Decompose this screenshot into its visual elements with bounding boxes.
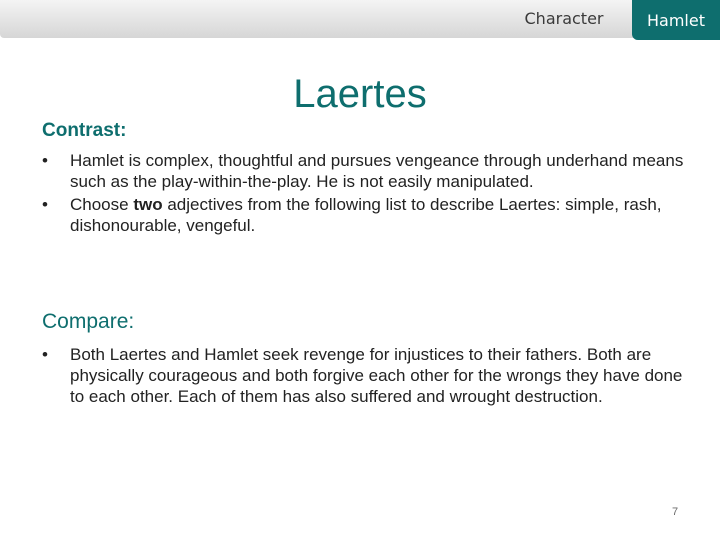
list-item (42, 150, 692, 192)
slide-title: Laertes (293, 72, 427, 116)
bullet-icon: • (42, 195, 48, 214)
tab-hamlet[interactable]: Hamlet (632, 0, 720, 40)
contrast-bullet-2-text-start: Choose (70, 195, 134, 214)
compare-bullet-1-text: Both Laertes and Hamlet seek revenge for injustices to their fathers. Both are physically courageous and both forgive each other for the wrongs they have done to each other. Each of them has also suffered and wrought destruction. (70, 345, 683, 406)
contrast-bullet-1-text: Hamlet is complex, thoughtful and pursues vengeance through underhand means such as the play-within-the-play. He is not easily manipulated. (70, 151, 684, 191)
bullet-icon: • (42, 151, 48, 170)
compare-list (42, 344, 692, 409)
contrast-list (42, 150, 692, 238)
contrast-bullet-2-text-end: adjectives from the following list to describe Laertes: simple, rash, dishonourable, vengeful. (70, 195, 662, 235)
list-item (42, 344, 692, 407)
compare-heading: Compare: (42, 310, 135, 333)
tab-character[interactable]: Character (524, 9, 604, 28)
list-item (42, 194, 692, 236)
bullet-icon: • (42, 345, 48, 364)
page-number: 7 (671, 506, 679, 518)
contrast-bullet-2-emphasis: two (133, 195, 163, 214)
contrast-heading: Contrast: (42, 120, 127, 141)
